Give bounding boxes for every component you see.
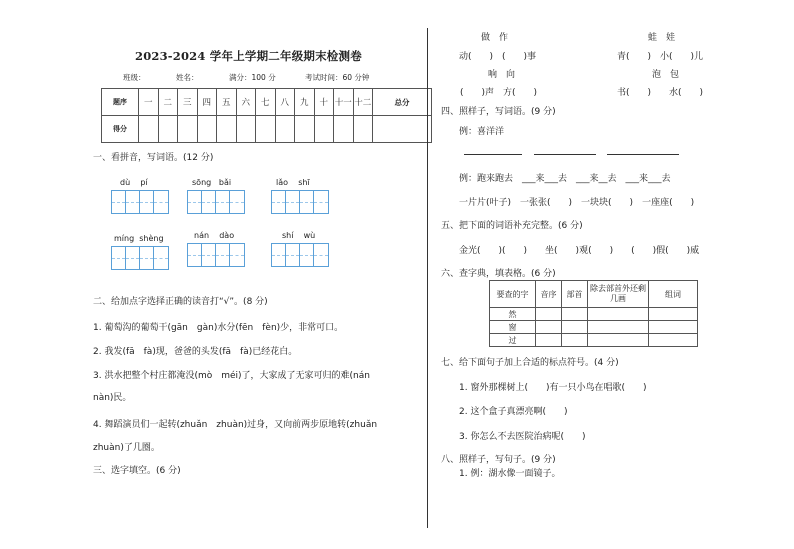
pinyin-label: míng shèng [114,234,164,243]
question-number: 九 [295,89,315,116]
question-2-4: 4. 舞蹈演员们一起转(zhuǎn zhuàn)过身，又向前两步原地转(zhuǎn [93,420,378,430]
answer-blank[interactable] [534,154,596,155]
page-title: 2023-2024 学年上学期二年级期末检测卷 [135,49,362,63]
dict-cell[interactable] [588,321,649,334]
question-number: 十二 [353,89,373,116]
score-table [101,88,432,143]
punctuation-q1: 1. 窗外那棵树上( )有一只小鸟在唱歌( ) [459,383,647,393]
dict-header: 要查的字 [490,281,536,308]
total-score-label: 总分 [373,89,432,116]
score-cell[interactable] [197,116,217,143]
score-cell[interactable] [334,116,354,143]
dict-cell[interactable] [649,321,698,334]
question-number: 一 [139,89,159,116]
total-score-cell[interactable] [373,116,432,143]
dict-header: 部首 [562,281,588,308]
writing-grid[interactable] [187,190,245,214]
writing-grid[interactable] [271,243,329,267]
dict-header: 组词 [649,281,698,308]
score-cell[interactable] [217,116,237,143]
dict-cell[interactable] [562,334,588,347]
dict-row [490,308,698,321]
question-number: 五 [217,89,237,116]
pinyin-label: nán dào [194,231,235,240]
char-pair-4: 泡 包 [652,70,680,80]
dict-cell[interactable] [588,334,649,347]
dict-cell[interactable] [536,334,562,347]
punctuation-q3: 3. 你怎么不去医院治病呢( ) [459,432,586,442]
dict-char: 窗 [490,321,536,334]
score-cell[interactable] [353,116,373,143]
pinyin-label: shí wù [282,231,316,240]
fill-line-2: 青( ) 小( )儿 [617,52,704,62]
dict-cell[interactable] [562,321,588,334]
score-cell[interactable] [314,116,334,143]
score-cell[interactable] [236,116,256,143]
dict-cell[interactable] [649,334,698,347]
column-divider [427,28,428,528]
score-cell[interactable] [295,116,315,143]
char-pair-2: 蛙 娃 [648,33,676,43]
question-number: 六 [236,89,256,116]
punctuation-q2: 2. 这个盒子真漂亮啊( ) [459,407,568,417]
name-field-label: 姓名： [176,73,199,82]
section-3-heading: 三、选字填空。(6 分) [93,466,181,476]
score-cell[interactable] [275,116,295,143]
score-cell[interactable] [256,116,276,143]
question-number: 十 [314,89,334,116]
class-field-label: 班级： [123,73,146,82]
dict-header: 除去部首外还剩几画 [588,281,649,308]
pinyin-label: sōng bǎi [192,178,232,187]
dict-cell[interactable] [562,308,588,321]
dict-cell[interactable] [536,321,562,334]
dict-cell[interactable] [536,308,562,321]
answer-blank[interactable] [607,154,679,155]
full-score-label: 满分：100 分 [229,73,276,82]
fill-line-1: 动( ) ( )事 [459,52,537,62]
measure-word-line: 一片片(叶子) 一张张( ) 一块块( ) 一座座( ) [459,198,695,208]
section-7-heading: 七、给下面句子加上合适的标点符号。(4 分) [441,358,619,368]
question-number: 八 [275,89,295,116]
fill-line-4: 书( ) 水( ) [617,88,704,98]
question-number: 十一 [334,89,354,116]
question-2-3-cont: nàn)民。 [93,393,132,403]
char-pair-1: 做 作 [481,33,509,43]
score-cell[interactable] [178,116,198,143]
fill-line-3: ( )声 方( ) [460,88,538,98]
dict-row [490,321,698,334]
writing-grid[interactable] [111,190,169,214]
section-8-heading: 八、照样子，写句子。(9 分) [441,455,556,465]
section-5-heading: 五、把下面的词语补充完整。(6 分) [441,221,583,231]
dict-char: 然 [490,308,536,321]
section-6-heading: 六、查字典，填表格。(6 分) [441,269,556,279]
question-2-3: 3. 洪水把整个村庄都淹没(mò méi)了，大家成了无家可归的难(nán [93,371,370,381]
writing-grid[interactable] [187,243,245,267]
idiom-fill-line: 金光( )( ) 坐( )观( ) ( )假( )威 [459,246,700,256]
score-cell[interactable] [158,116,178,143]
writing-grid[interactable] [271,190,329,214]
sentence-example-1: 1. 例：湖水像一面镜子。 [459,469,561,479]
dictionary-table [489,280,698,347]
answer-blank[interactable] [464,154,522,155]
score-row-label: 得分 [102,116,139,143]
section-1-heading: 一、看拼音，写词语。(12 分) [93,153,214,163]
example-1: 例：喜洋洋 [459,127,505,137]
dict-cell[interactable] [649,308,698,321]
score-cell[interactable] [139,116,159,143]
dict-row [490,334,698,347]
question-number: 七 [256,89,276,116]
question-2-4-cont: zhuàn)了几圈。 [93,443,160,453]
pinyin-label: lǎo shī [276,178,310,187]
dict-cell[interactable] [588,308,649,321]
section-2-heading: 二、给加点字选择正确的读音打“√”。(8 分) [93,297,268,307]
question-number: 二 [158,89,178,116]
question-2-2: 2. 我发(fā fà)现，爸爸的头发(fā fà)已经花白。 [93,347,298,357]
exam-time-label: 考试时间：60 分钟 [305,73,370,82]
dict-header: 音序 [536,281,562,308]
score-table-header-row [102,89,432,116]
writing-grid[interactable] [111,246,169,270]
question-number: 三 [178,89,198,116]
question-2-1: 1. 葡萄沟的葡萄干(gān gàn)水分(fēn fèn)少，非常可口。 [93,323,344,333]
dict-header-row [490,281,698,308]
section-4-heading: 四、照样子，写词语。(9 分) [441,107,556,117]
question-number: 四 [197,89,217,116]
example-2: 例：跑来跑去 ___来___去 ___来__去 ___来___去 [459,174,671,184]
char-pair-3: 响 向 [488,70,516,80]
pinyin-label: dù pí [120,178,148,187]
question-order-label: 题序 [102,89,139,116]
dict-char: 过 [490,334,536,347]
score-table-score-row [102,116,432,143]
